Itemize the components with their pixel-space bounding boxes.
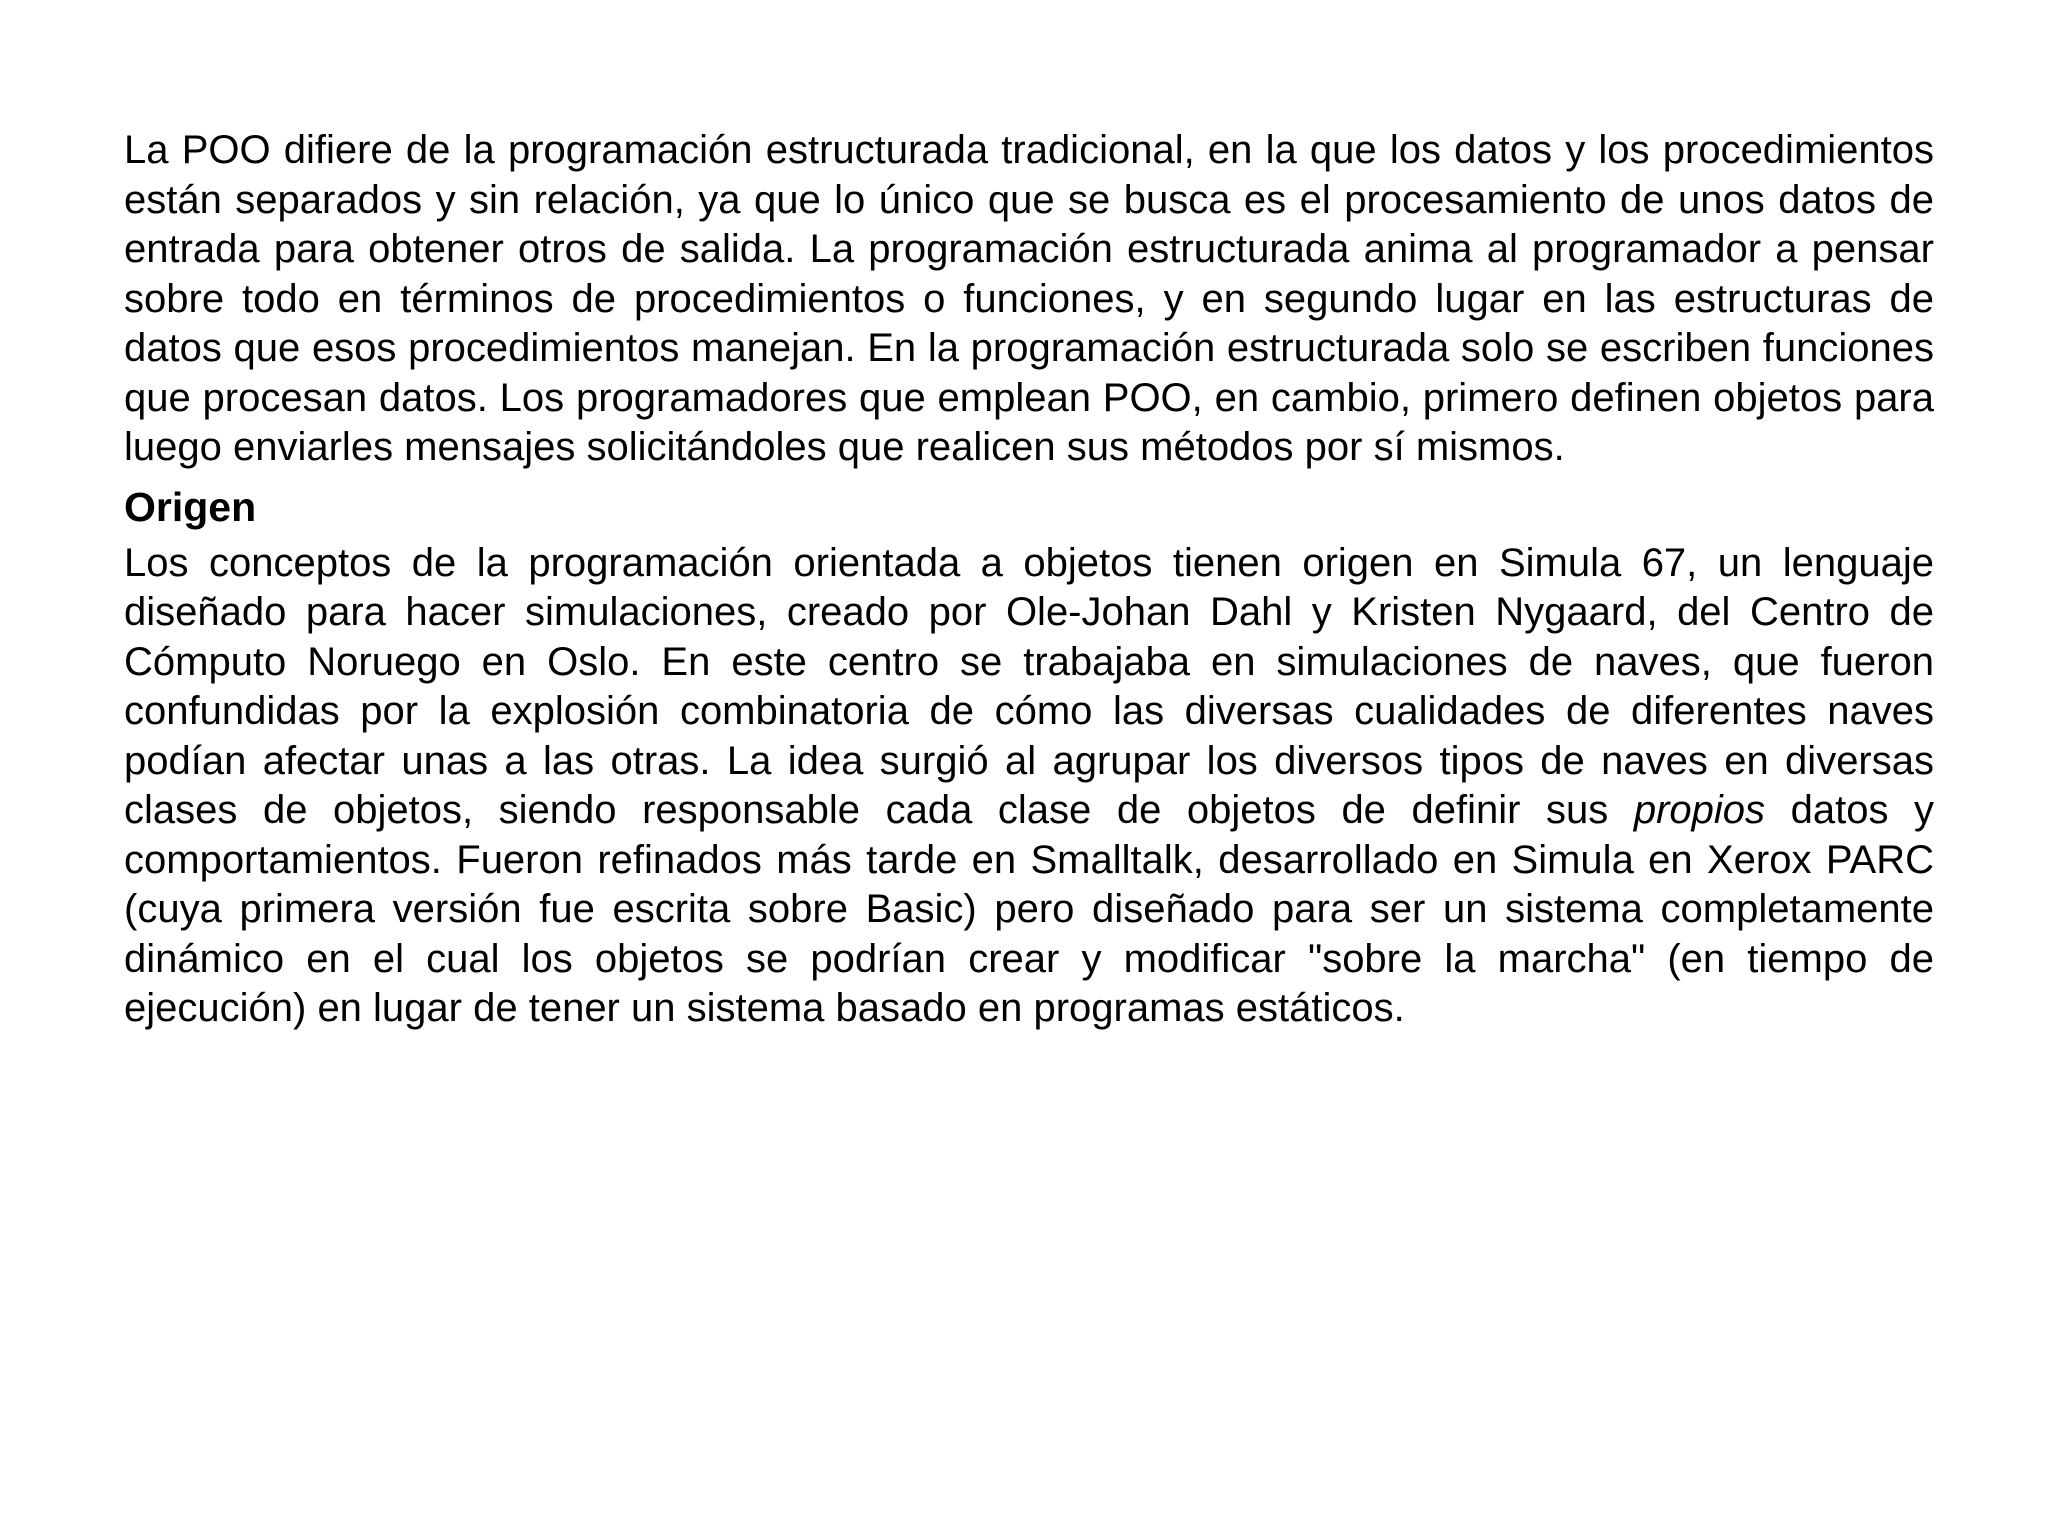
origin-paragraph-text-start: Los conceptos de la programación orientada a objetos tienen origen en Simula 67, un lenguaje diseñado para hacer simulaciones, creado por Ole-Johan Dahl y Kristen Nygaard, del Centro de Cómputo Noruego en Oslo. En este centro se trabajaba en simulaciones de naves, que fueron confundidas por la explosión combinatoria de cómo las diversas cualidades de diferentes naves podían afectar unas a las otras. La idea surgió al agrupar los diversos tipos de naves en diversas clases de objetos, siendo responsable cada clase de objetos de definir sus <box>124 540 1934 832</box>
origin-paragraph-text-end: datos y comportamientos. Fueron refinados más tarde en Smalltalk, desarrollado en Simula en Xerox PARC (cuya primera versión fue escrita sobre Basic) pero diseñado para ser un sistema completamente dinámico en el cual los objetos se podrían crear y modificar "sobre la marcha" (en tiempo de ejecución) en lugar de tener un sistema basado en programas estáticos. <box>124 788 1935 1030</box>
origin-paragraph-emphasis: propios <box>1633 788 1766 832</box>
section-heading-origen: Origen <box>124 483 257 530</box>
slide-body <box>124 126 1934 1034</box>
origin-paragraph <box>124 539 1934 1034</box>
intro-paragraph: La POO difiere de la programación estructurada tradicional, en la que los datos y los procedimientos están separados y sin relación, ya que lo único que se busca es el procesamiento de unos datos de entrada para obtener otros de salida. La programación estructurada anima al programador a pensar sobre todo en términos de procedimientos o funciones, y en segundo lugar en las estructuras de datos que esos procedimientos manejan. En la programación estructurada solo se escriben funciones que procesan datos. Los programadores que emplean POO, en cambio, primero definen objetos para luego enviarles mensajes solicitándoles que realicen sus métodos por sí mismos. <box>124 128 1934 469</box>
